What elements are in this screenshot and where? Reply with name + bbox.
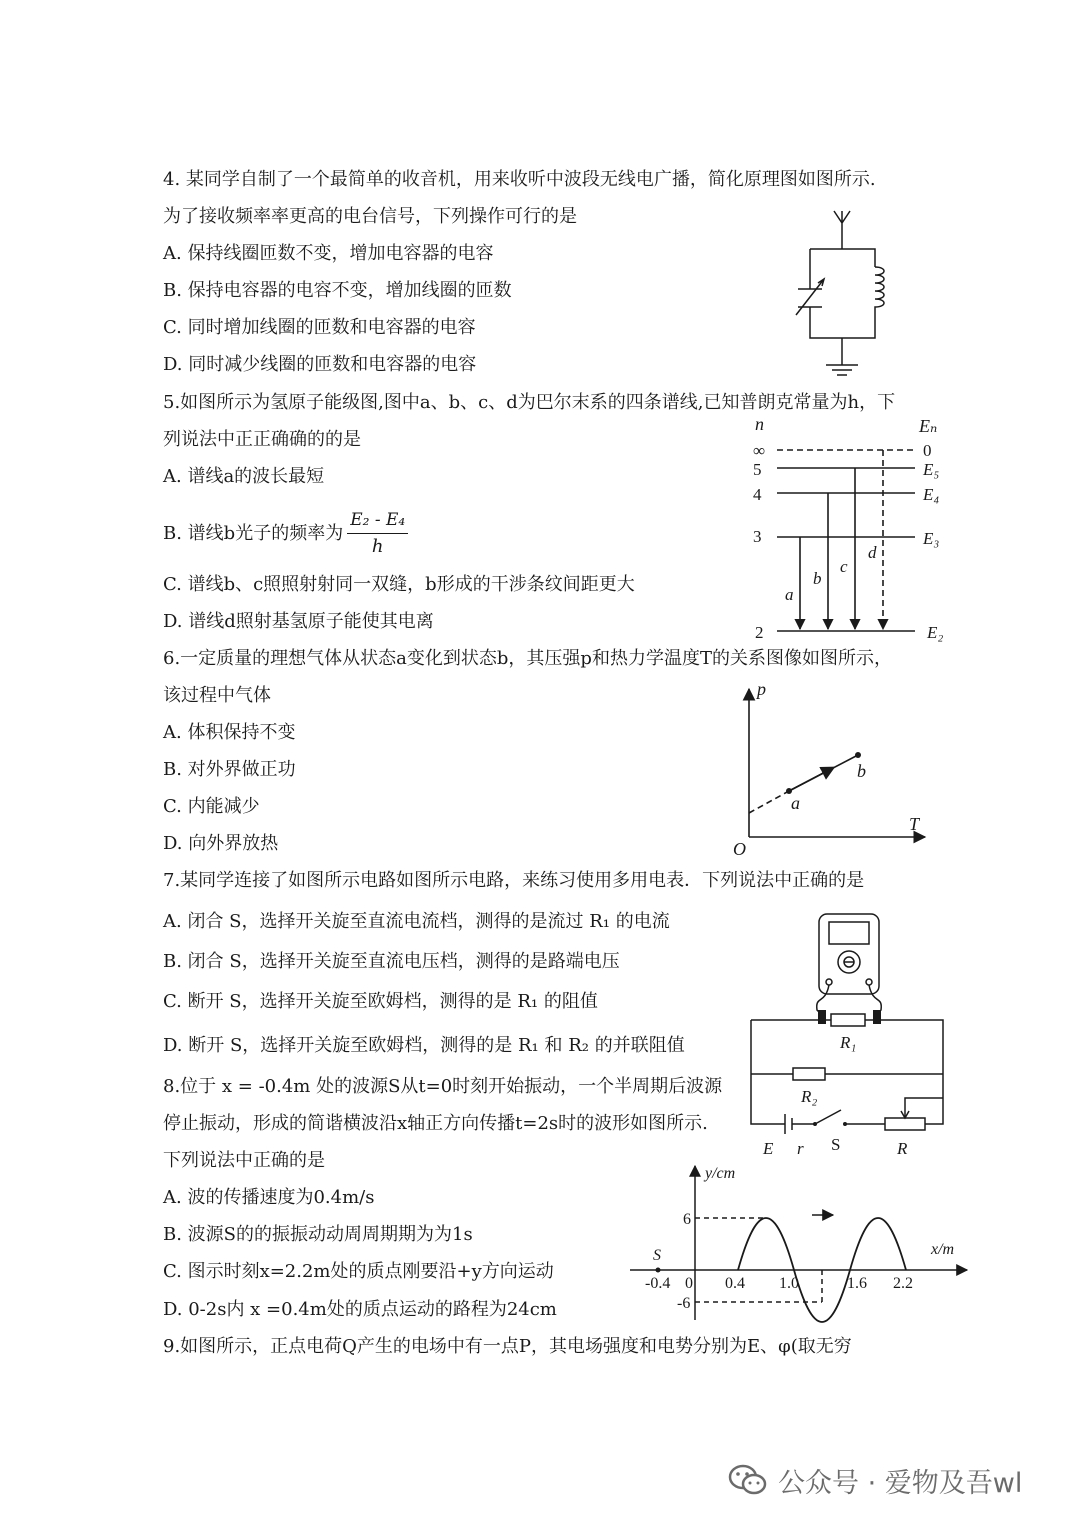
- watermark-text: 公众号 · 爱物及吾wl: [778, 1467, 1023, 1499]
- x-tick-04: 0.4: [725, 1275, 745, 1292]
- wechat-watermark: [728, 1460, 1022, 1500]
- x-tick-0: 0: [685, 1275, 693, 1292]
- q4-option-b: B. 保持电容器的电容不变，增加线圈的匝数: [163, 280, 512, 301]
- source-label: S: [653, 1247, 661, 1264]
- switch-label: S: [831, 1135, 841, 1154]
- x-tick-10: 1.0: [779, 1275, 799, 1292]
- q5-stem-line1: 5.如图所示为氢原子能级图,图中a、b、c、d为巴尔末系的四条谱线,已知普朗克常量为h，下: [163, 392, 896, 413]
- line-b-label: b: [813, 569, 822, 588]
- q6-stem-line1: 6.一定质量的理想气体从状态a变化到状态b，其压强p和热力学温度T的关系图像如图所示，: [163, 648, 892, 669]
- q8-stem-line3: 下列说法中正确的是: [163, 1150, 325, 1171]
- emf-label: E: [763, 1139, 774, 1158]
- q8-option-a: A. 波的传播速度为0.4m/s: [163, 1187, 375, 1208]
- q5-option-c: C. 谱线b、c照照射射同一双缝，b形成的干涉条纹间距更大: [163, 574, 635, 595]
- line-a-label: a: [785, 585, 794, 604]
- level-n-inf: ∞: [753, 441, 766, 460]
- line-d-label: d: [868, 543, 877, 562]
- multimeter-circuit-figure: [745, 910, 950, 1160]
- q4-option-c: C. 同时增加线圈的匝数和电容器的电容: [163, 317, 476, 338]
- q5-stem-line2: 列说法中正正确确的的是: [163, 429, 361, 450]
- x-axis-label: x/m: [931, 1241, 955, 1258]
- q5-option-b-text: B. 谱线b光子的频率为: [163, 522, 344, 544]
- y-axis-label: y/cm: [705, 1165, 736, 1182]
- q4-stem-line2: 为了接收频率率更高的电台信号，下列操作可行的是: [163, 206, 577, 227]
- y-tick-neg6: -6: [677, 1295, 691, 1312]
- q7-option-c: C. 断开 S，选择开关旋至欧姆档，测得的是 R₁ 的阻值: [163, 991, 598, 1012]
- r1-label: R₁: [840, 1033, 857, 1052]
- energy-level-figure: [745, 410, 960, 648]
- q5-option-b: [163, 508, 408, 559]
- level-e-4: E₄: [923, 485, 940, 504]
- state-b-label: b: [857, 761, 866, 781]
- line-c-label: c: [840, 557, 848, 576]
- q6-option-a: A. 体积保持不变: [163, 722, 296, 743]
- q4-option-d: D. 同时减少线圈的匝数和电容器的电容: [163, 354, 477, 375]
- level-e-2: E₂: [927, 623, 944, 642]
- p-axis-label: p: [757, 679, 766, 699]
- q7-option-b: B. 闭合 S，选择开关旋至直流电压档，测得的是路端电压: [163, 951, 620, 972]
- q8-option-d: D. 0-2s内 x =0.4m处的质点运动的路程为24cm: [163, 1299, 557, 1320]
- r2-label: R₂: [801, 1087, 818, 1106]
- n-header: n: [755, 414, 764, 434]
- t-axis-label: T: [909, 814, 920, 834]
- q6-option-c: C. 内能减少: [163, 796, 260, 817]
- e-header: Eₙ: [919, 416, 938, 436]
- q7-stem: 7.某同学连接了如图所示电路如图所示电路，来练习使用多用电表．下列说法中正确的是: [163, 870, 865, 891]
- q8-option-b: B. 波源S的的振振动动周周期期为为1s: [163, 1224, 473, 1245]
- rheostat-label: R: [897, 1139, 908, 1158]
- level-e-0: 0: [923, 441, 932, 460]
- x-tick-22: 2.2: [893, 1275, 913, 1292]
- y-tick-6: 6: [683, 1211, 691, 1228]
- q6-option-b: B. 对外界做正功: [163, 759, 296, 780]
- q9-stem-line1: 9.如图所示，正点电荷Q产生的电场中有一点P，其电场强度和电势分别为E、φ(取无穷: [163, 1336, 852, 1357]
- wechat-icon: [728, 1463, 768, 1497]
- origin-label: O: [733, 839, 746, 859]
- q5-option-d: D. 谱线d照射基氢原子能使其电离: [163, 611, 434, 632]
- wave-graph-figure: [625, 1160, 975, 1325]
- multimeter-icon: [819, 914, 879, 994]
- x-tick-neg04: -0.4: [645, 1275, 671, 1292]
- level-n-2: 2: [755, 623, 764, 642]
- fraction-denominator: h: [371, 536, 384, 557]
- q8-stem-line1: 8.位于 x = -0.4m 处的波源S从t=0时刻开始振动，一个半周期后波源: [163, 1076, 723, 1097]
- q5-option-a: A. 谱线a的波长最短: [163, 466, 325, 487]
- fraction-numerator: E₂ - E₄: [347, 508, 408, 534]
- q8-stem-line2: 停止振动，形成的简谐横波沿x轴正方向传播t=2s时的波形如图所示.: [163, 1113, 708, 1134]
- lc-circuit-figure: [790, 205, 900, 385]
- q7-option-d: D. 断开 S，选择开关旋至欧姆档，测得的是 R₁ 和 R₂ 的并联阻值: [163, 1035, 685, 1056]
- state-a-label: a: [791, 793, 800, 813]
- level-e-5: E₅: [923, 460, 940, 479]
- internal-r-label: r: [797, 1139, 804, 1158]
- frequency-fraction: [347, 508, 408, 559]
- q6-option-d: D. 向外界放热: [163, 833, 279, 854]
- x-tick-16: 1.6: [847, 1275, 867, 1292]
- q7-option-a: A. 闭合 S，选择开关旋至直流电流档，测得的是流过 R₁ 的电流: [163, 911, 670, 932]
- q4-option-a: A. 保持线圈匝数不变，增加电容器的电容: [163, 243, 494, 264]
- p-t-graph-figure: [725, 675, 930, 865]
- level-n-5: 5: [753, 460, 762, 479]
- q8-option-c: C. 图示时刻x=2.2m处的质点刚要沿+y方向运动: [163, 1261, 554, 1282]
- level-e-3: E₃: [923, 529, 940, 548]
- q6-stem-line2: 该过程中气体: [163, 685, 271, 706]
- q4-stem-line1: 4. 某同学自制了一个最简单的收音机，用来收听中波段无线电广播，简化原理图如图所示.: [163, 169, 876, 190]
- level-n-3: 3: [753, 527, 762, 546]
- level-n-4: 4: [753, 485, 762, 504]
